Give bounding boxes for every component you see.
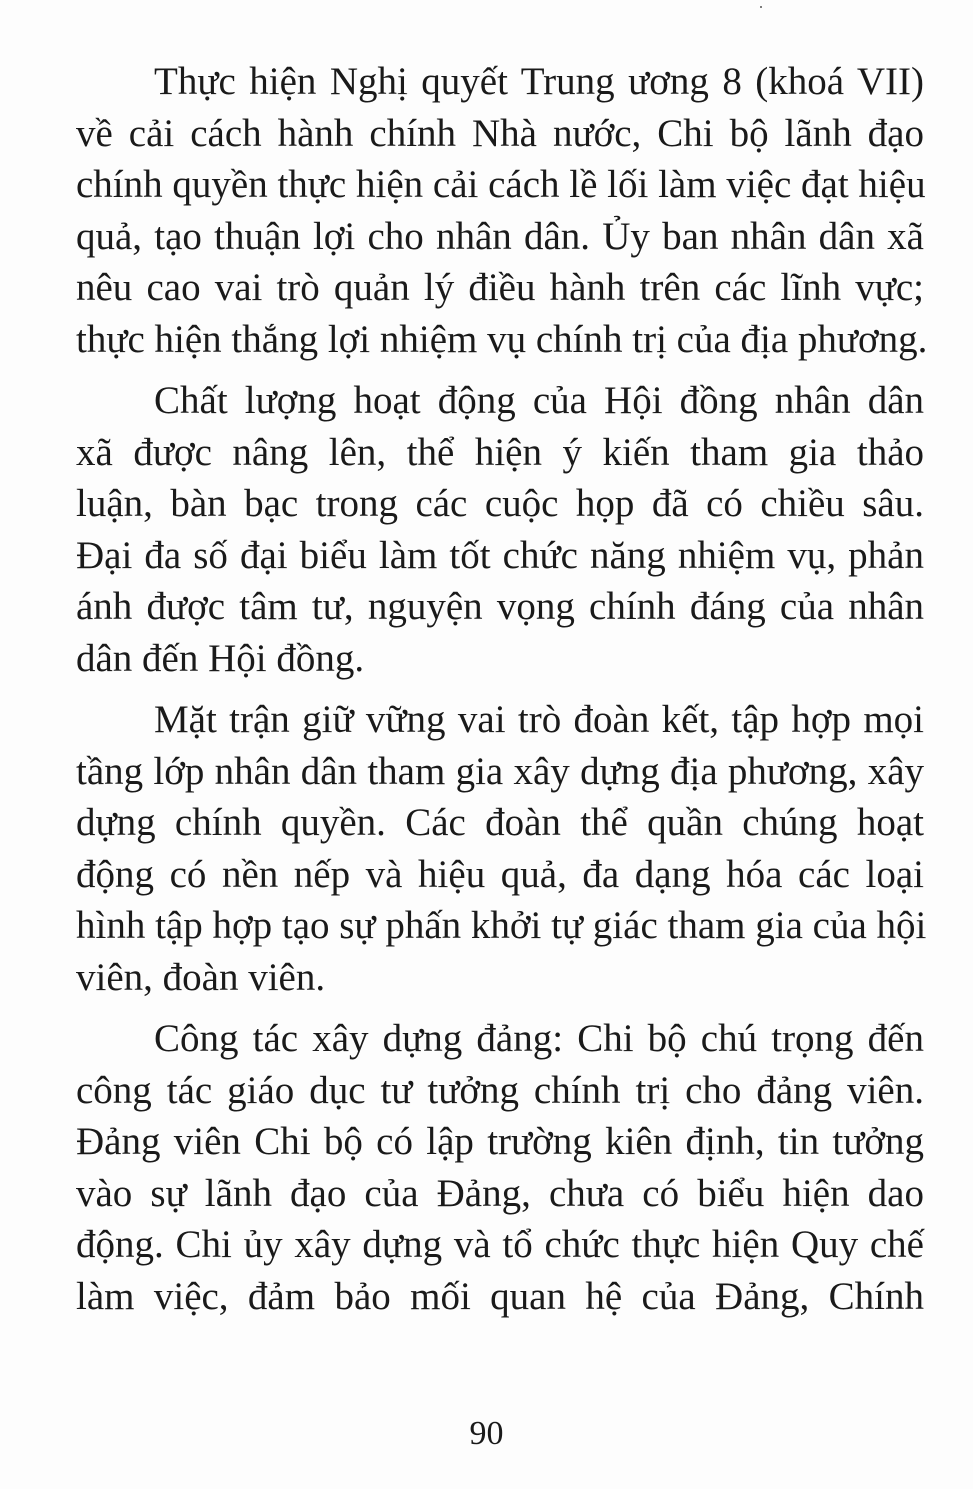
text-line: Thực hiện Nghị quyết Trung ương 8 (khoá VII) (154, 60, 924, 103)
scan-speck (760, 6, 762, 8)
paragraph-1 (76, 56, 928, 365)
text-line: dựng chính quyền. Các đoàn thể quần chúng hoạt (76, 801, 924, 844)
body-text (76, 56, 928, 1332)
text-line: dân đến Hội đồng. (76, 636, 365, 680)
text-line: luận, bàn bạc trong các cuộc họp đã có chiều sâu. (76, 482, 924, 525)
text-line: Đại đa số đại biểu làm tốt chức năng nhiệm vụ, phản (76, 533, 924, 577)
text-line: làm việc, đảm bảo mối quan hệ của Đảng, Chính (76, 1274, 924, 1318)
text-line: động. Chi ủy xây dựng và tổ chức thực hiện Quy chế (76, 1223, 924, 1266)
text-line: viên, đoàn viên. (76, 955, 326, 999)
text-line: Chất lượng hoạt động của Hội đồng nhân dân (154, 379, 924, 422)
text-line: quả, tạo thuận lợi cho nhân dân. Ủy ban nhân dân xã (76, 214, 924, 258)
text-line: Đảng viên Chi bộ có lập trường kiên định, tin tưởng (76, 1120, 924, 1163)
paragraph-3 (76, 694, 927, 1003)
paragraph-4 (76, 1013, 924, 1322)
text-line: tầng lớp nhân dân tham gia xây dựng địa phương, xây (76, 749, 924, 793)
text-line: xã được nâng lên, thể hiện ý kiến tham gia thảo (76, 430, 924, 474)
text-line: hình tập hợp tạo sự phấn khởi tự giác tham gia của hội (76, 904, 927, 947)
text-line: Mặt trận giữ vững vai trò đoàn kết, tập hợp mọi (154, 698, 924, 741)
page-number: 90 (469, 1415, 504, 1452)
paragraph-2 (76, 375, 924, 684)
text-line: về cải cách hành chính Nhà nước, Chi bộ lãnh đạo (76, 111, 924, 155)
text-line: chính quyền thực hiện cải cách lề lối làm việc đạt hiệu (76, 163, 926, 206)
text-line: nêu cao vai trò quản lý điều hành trên các lĩnh vực; (76, 266, 924, 309)
text-line: Công tác xây dựng đảng: Chi bộ chú trọng đến (154, 1017, 924, 1060)
text-line: công tác giáo dục tư tưởng chính trị cho đảng viên. (76, 1068, 924, 1112)
text-line: vào sự lãnh đạo của Đảng, chưa có biểu hiện dao (76, 1171, 924, 1215)
text-line: ánh được tâm tư, nguyện vọng chính đáng của nhân (76, 585, 924, 628)
text-line: thực hiện thắng lợi nhiệm vụ chính trị của địa phương. (76, 317, 928, 361)
text-line: động có nền nếp và hiệu quả, đa dạng hóa các loại (76, 852, 924, 896)
